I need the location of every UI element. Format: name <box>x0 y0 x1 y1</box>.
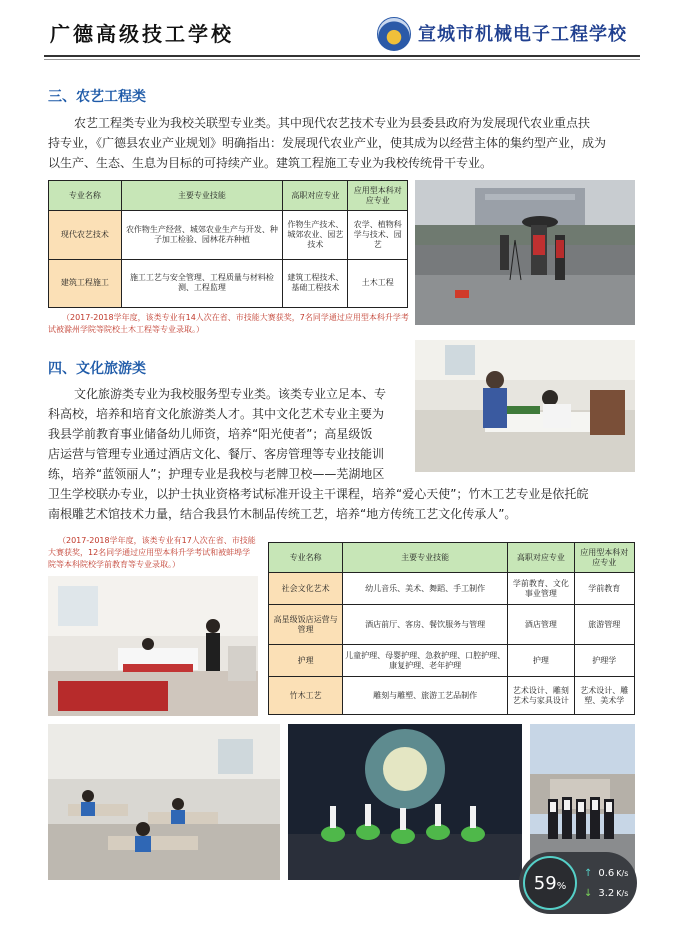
upload-speed <box>584 868 628 879</box>
upload-arrow-icon: ↑ <box>584 868 593 879</box>
section2-paragraph-line: 我县学前教育事业储备幼儿师资，培养“阳光使者”；高星级饭 <box>48 427 373 441</box>
section1-paragraph-line: 农艺工程类专业为我校关联型专业类。其中现代农艺技术专业为县委县政府为发展现代农业重点扶 <box>74 116 591 130</box>
table-row <box>269 645 635 677</box>
table-header: 高职对应专业 <box>508 543 574 573</box>
table-cell: 旅游管理 <box>574 605 634 645</box>
table-header: 主要专业技能 <box>121 181 283 211</box>
section1-note: 试被滁州学院等院校土木工程等专业录取。） <box>48 325 204 334</box>
table-cell: 学前教育、文化事业管理 <box>508 573 574 605</box>
download-speed-unit: K/s <box>616 889 629 898</box>
network-usage-percent: 59 <box>533 872 557 894</box>
section1-paragraph-line: 持专业，《广德县农业产业规划》明确指出：发展现代农业产业，使其成为以经营主体的集约型产业，成为 <box>48 136 607 150</box>
table-header: 专业名称 <box>49 181 122 211</box>
download-speed <box>584 888 628 899</box>
table-row <box>49 211 408 259</box>
table-cell: 护理学 <box>574 645 634 677</box>
upload-speed-unit: K/s <box>616 869 629 878</box>
school-name-left: 广德高级技工学校 <box>50 22 234 46</box>
header-divider <box>44 55 640 57</box>
table-cell: 艺术设计、雕塑、美术学 <box>574 677 634 715</box>
table-header: 应用型本科对应专业 <box>348 181 408 211</box>
download-speed-value: 3.2 <box>598 888 615 899</box>
table-cell: 高星级饭店运营与管理 <box>269 605 343 645</box>
table-cell: 护理 <box>269 645 343 677</box>
table-cell: 土木工程 <box>348 259 408 307</box>
table-cell: 酒店管理 <box>508 605 574 645</box>
section2-paragraph-line: 科高校，培养和培育文化旅游类人才。其中文化艺术专业主要为 <box>48 407 385 421</box>
table-header: 应用型本科对应专业 <box>574 543 634 573</box>
section2-paragraph-line: 文化旅游类专业为我校服务型专业类。该类专业立足本、专 <box>74 387 387 401</box>
table-cell: 儿童护理、母婴护理、急救护理、口腔护理、康复护理、老年护理 <box>343 645 508 677</box>
table-row <box>49 259 408 307</box>
table-cell: 作物生产技术、城郊农业、园艺技术 <box>283 211 348 259</box>
section2-note: （2017-2018学年度，该类专业有17人次在省、市技能 <box>58 536 256 545</box>
header-divider-thin <box>44 59 640 60</box>
section2-paragraph-line: 练，培养“蓝领丽人”；护理专业是我校与老牌卫校——芜湖地区 <box>48 467 385 481</box>
table-cell: 护理 <box>508 645 574 677</box>
table-cell: 幼儿音乐、美术、舞蹈、手工制作 <box>343 573 508 605</box>
table-cell: 酒店前厅、客房、餐饮服务与管理 <box>343 605 508 645</box>
culture-tourism-major-table <box>268 542 635 715</box>
table-cell: 艺术设计、雕刻艺术与家具设计 <box>508 677 574 715</box>
photo-stage-dance <box>288 724 522 880</box>
photo-floral-craft-students <box>415 340 635 472</box>
photo-classroom-drawing <box>48 724 280 880</box>
table-cell: 现代农艺技术 <box>49 211 122 259</box>
school-logo-icon <box>377 17 411 51</box>
table-header: 专业名称 <box>269 543 343 573</box>
section-title-culture-tourism: 四、文化旅游类 <box>48 361 146 377</box>
photo-hotel-bedmaking <box>48 576 258 716</box>
school-name-right: 宣城市机械电子工程学校 <box>418 24 627 45</box>
photo-surveying-students <box>415 180 635 325</box>
network-usage-percent-unit: % <box>556 880 567 892</box>
table-cell: 农作物生产经营、城郊农业生产与开发、种子加工检验、园林花卉种植 <box>121 211 283 259</box>
table-cell: 竹木工艺 <box>269 677 343 715</box>
agriculture-major-table <box>48 180 408 308</box>
table-header: 高职对应专业 <box>283 181 348 211</box>
table-cell: 施工工艺与安全管理、工程质量与材料检测、工程监理 <box>121 259 283 307</box>
table-row <box>269 605 635 645</box>
table-row <box>269 573 635 605</box>
section2-note: 大赛获奖，12名同学通过应用型本科升学考试和被蚌埠学 <box>48 548 251 557</box>
section2-paragraph-line: 南根雕艺术馆技术力量，结合我县竹木制品传统工艺，培养“地方传统工艺文化传承人”。 <box>48 507 517 521</box>
table-cell: 建筑工程技术、基础工程技术 <box>283 259 348 307</box>
section2-note: 院等本科院校学前教育等专业录取。） <box>48 560 180 569</box>
table-row <box>269 677 635 715</box>
download-arrow-icon: ↓ <box>584 888 593 899</box>
table-cell: 建筑工程施工 <box>49 259 122 307</box>
section2-paragraph-line: 店运营与管理专业通过酒店文化、餐厅、客房管理等专业技能训 <box>48 447 385 461</box>
upload-speed-value: 0.6 <box>598 868 615 879</box>
section2-paragraph-line: 卫生学校联办专业，以护士执业资格考试标准开设主干课程，培养“爱心天使”；竹木工艺专业是依托皖 <box>48 487 589 501</box>
section-title-agriculture: 三、农艺工程类 <box>48 89 146 105</box>
section1-note: （2017-2018学年度，该类专业有14人次在省、市技能大赛获奖，7名同学通过应用型本科升学考 <box>62 313 409 322</box>
section1-paragraph-line: 以生产、生态、生息为目标的可持续产业。建筑工程施工专业为我校传统骨干专业。 <box>48 156 493 170</box>
table-header: 主要专业技能 <box>343 543 508 573</box>
table-cell: 学前教育 <box>574 573 634 605</box>
table-cell: 雕刻与雕塑、旅游工艺品制作 <box>343 677 508 715</box>
network-usage-gauge[interactable] <box>523 856 577 910</box>
table-cell: 社会文化艺术 <box>269 573 343 605</box>
table-cell: 农学、植物科学与技术、园艺 <box>348 211 408 259</box>
